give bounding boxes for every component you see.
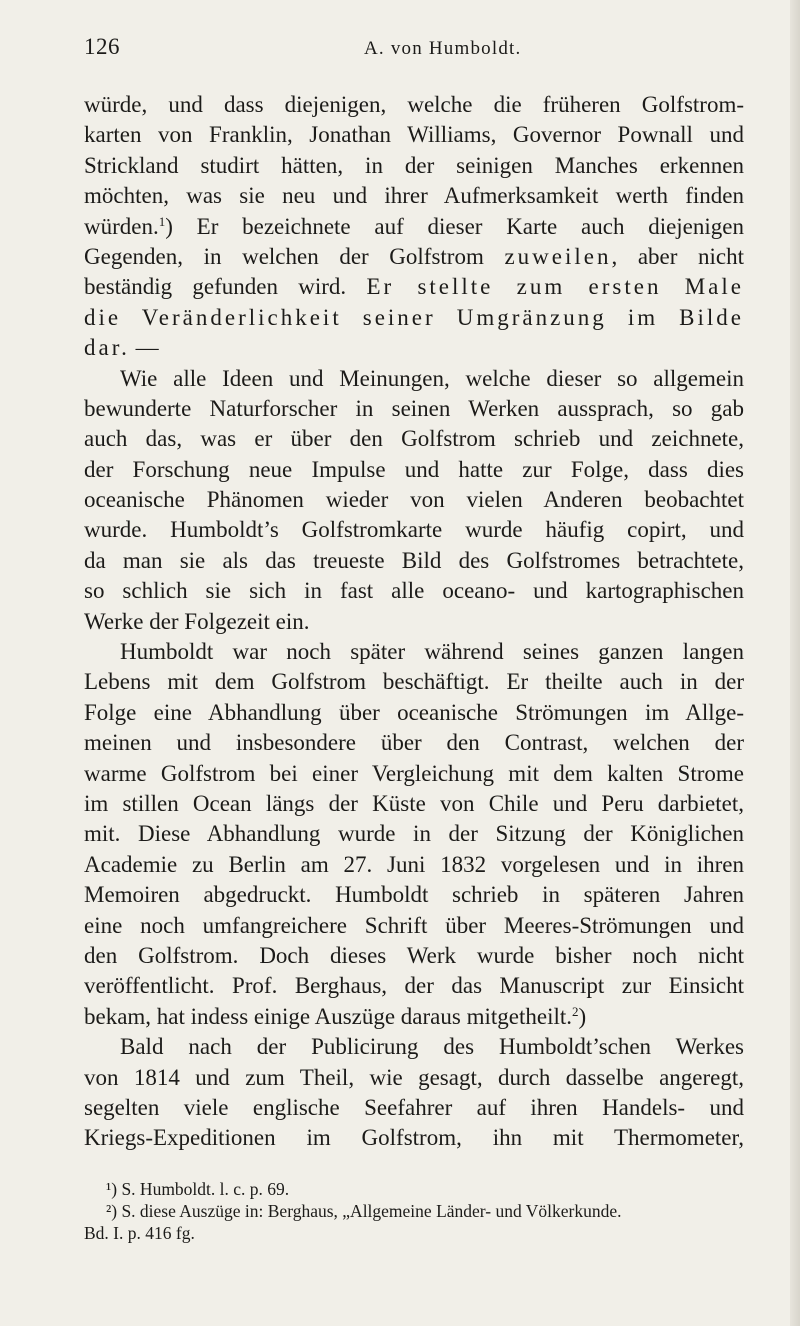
body-text: [84, 90, 744, 1154]
footnote: ²) S. diese Auszüge in: Berghaus, „Allgemeine Länder- und Völkerkunde.: [106, 1201, 622, 1221]
text-line: auch das, was er über den Golfstrom schrieb und zeichnete,: [84, 426, 744, 452]
text-line: würde, und dass diejenigen, welche die früheren Golfstrom-: [84, 92, 744, 117]
footnote: ¹) S. Humboldt. l. c. p. 69.: [106, 1179, 290, 1199]
text-line: [84, 272, 744, 302]
paragraph-start: Bald nach der Publicirung des Humboldt’schen Werkes: [120, 1034, 744, 1060]
text-line: Memoiren abgedruckt. Humboldt schrieb in späteren Jahren: [84, 882, 744, 908]
text-segment: ): [578, 1003, 587, 1029]
spaced-emphasis: Er stellte zum ersten Male: [366, 274, 744, 300]
text-line: da man sie als das treueste Bild des Golfstromes betrachtete,: [84, 547, 744, 573]
text-segment: Gegenden, in welchen der Golfstrom: [84, 243, 484, 269]
footnotes: [84, 1178, 764, 1244]
footnote-continuation: Bd. I. p. 416 fg.: [84, 1223, 195, 1243]
text-line: [84, 333, 744, 363]
text-line: oceanische Phänomen wieder von vielen Anderen beobachtet: [84, 487, 744, 513]
text-line: wurde. Humboldt’s Golfstromkarte wurde häufig copirt, und: [84, 517, 744, 543]
text-line: [84, 242, 744, 272]
text-line: [84, 1002, 744, 1032]
text-segment: würden.: [84, 213, 159, 239]
text-line: veröffentlicht. Prof. Berghaus, der das Manuscript zur Einsicht: [84, 973, 744, 999]
page-edge: [790, 0, 800, 1326]
text-line: karten von Franklin, Jonathan Williams, Governor Pownall und: [84, 122, 744, 148]
text-segment: , aber nicht: [611, 243, 744, 269]
text-line: bewunderte Naturforscher in seinen Werken aussprach, so gab: [84, 395, 744, 421]
paragraph-start: Humboldt war noch später während seines ganzen langen: [120, 639, 744, 665]
paragraph-start: Wie alle Ideen und Meinungen, welche dieser so allgemein: [120, 365, 744, 391]
text-line: von 1814 und zum Theil, wie gesagt, durch dasselbe angeregt,: [84, 1064, 744, 1090]
page-number: 126: [84, 34, 120, 59]
text-line: mit. Diese Abhandlung wurde in der Sitzung der Königlichen: [84, 821, 744, 847]
spaced-emphasis: zuweilen: [504, 243, 612, 269]
text-line: Academie zu Berlin am 27. Juni 1832 vorgelesen und in ihren: [84, 851, 744, 877]
text-segment: ) Er bezeichnete auf dieser Karte auch diejenigen: [165, 213, 744, 239]
text-line: Strickland studirt hätten, in der seinigen Manches erkennen: [84, 152, 744, 178]
text-line: so schlich sie sich in fast alle oceano- und kartographischen: [84, 578, 744, 604]
spaced-emphasis-line: die Veränderlichkeit seiner Umgränzung im Bilde: [84, 304, 744, 330]
text-line: Folge eine Abhandlung über oceanische Strömungen im Allge-: [84, 699, 744, 725]
text-line: warme Golfstrom bei einer Vergleichung mit dem kalten Strome: [84, 760, 744, 786]
text-line: eine noch umfangreichere Schrift über Meeres-Strömungen und: [84, 912, 744, 938]
text-line: Lebens mit dem Golfstrom beschäftigt. Er theilte auch in der: [84, 669, 744, 695]
text-line: segelten viele englische Seefahrer auf ihren Handels- und: [84, 1094, 744, 1120]
text-segment: —: [129, 335, 159, 361]
footnote-marker: 1: [158, 213, 166, 229]
text-line: Kriegs-Expeditionen im Golfstrom, ihn mit Thermometer,: [84, 1125, 744, 1151]
text-line: möchten, was sie neu und ihrer Aufmerksamkeit werth finden: [84, 183, 744, 209]
text-segment: beständig gefunden wird.: [84, 274, 347, 300]
text-line: Werke der Folgezeit ein.: [84, 608, 310, 634]
footnote-marker: 2: [572, 1003, 579, 1019]
running-head: A. von Humboldt.: [364, 38, 522, 59]
spaced-emphasis: dar.: [84, 335, 130, 361]
text-line: meinen und insbesondere über den Contrast, welchen der: [84, 730, 744, 756]
text-line: [84, 212, 744, 242]
page-header: [84, 34, 744, 64]
text-line: den Golfstrom. Doch dieses Werk wurde bisher noch nicht: [84, 942, 744, 968]
text-line: der Forschung neue Impulse und hatte zur Folge, dass dies: [84, 456, 744, 482]
text-segment: bekam, hat indess einige Auszüge daraus mitgetheilt.: [84, 1003, 572, 1029]
text-line: im stillen Ocean längs der Küste von Chile und Peru darbietet,: [84, 790, 744, 816]
